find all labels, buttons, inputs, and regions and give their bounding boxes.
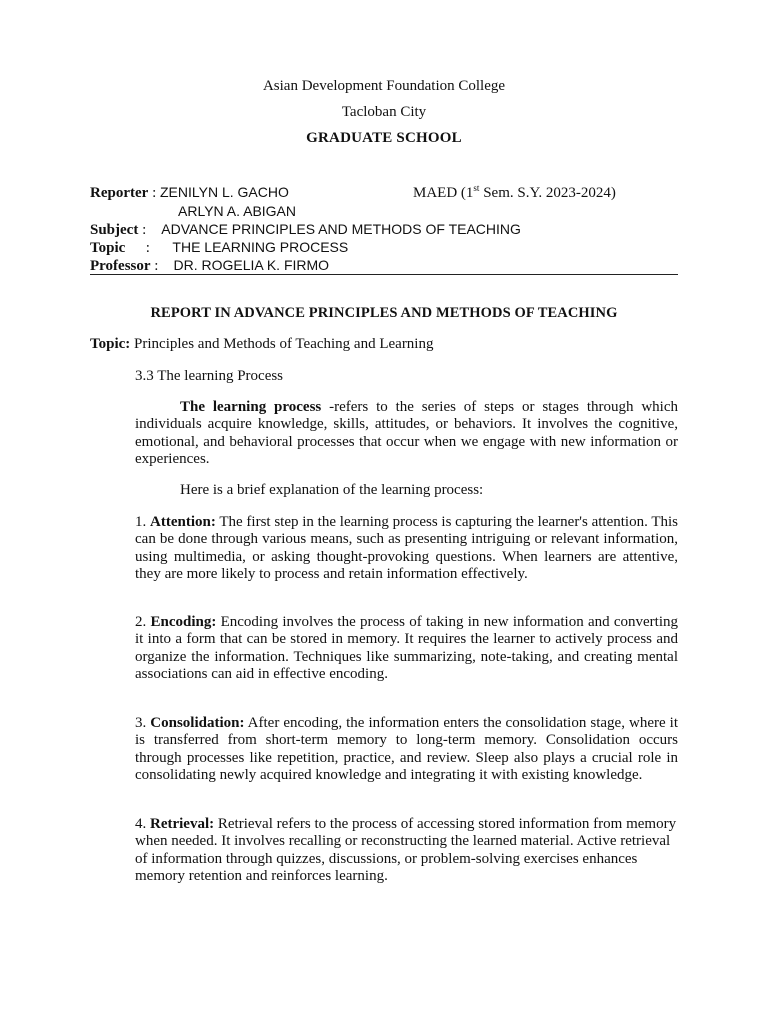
reporter-line: Reporter : ZENILYN L. GACHO [90,184,289,201]
subject-value: ADVANCE PRINCIPLES AND METHODS OF TEACHING [161,221,521,237]
step-term: Consolidation: [150,715,245,731]
report-topic-text: Principles and Methods of Teaching and Learning [130,336,434,352]
step-retrieval [135,816,678,886]
topic-line-header: Topic : THE LEARNING PROCESS [90,239,349,256]
step-attention [135,514,678,584]
definition-paragraph [135,399,678,469]
step-encoding [135,614,678,684]
report-title: REPORT IN ADVANCE PRINCIPLES AND METHODS OF TEACHING [150,305,618,321]
program-sup: st [473,183,480,193]
step-text: Encoding involves the process of taking in new information and converting it into a form that can be stored in memory. It requires the learner to actively process and organize the information. Techniques like summarizing, note-taking, and creating mental associations can aid in effective encoding. [135,614,678,683]
report-topic [90,336,433,353]
step-term: Retrieval: [150,816,215,832]
city-name: Tacloban City [341,104,427,120]
professor-line: Professor : DR. ROGELIA K. FIRMO [90,257,330,274]
section-heading: 3.3 The learning Process [135,368,284,384]
step-term: Encoding: [150,614,217,630]
reporter-2-line [178,202,768,221]
step-number: 4. [135,816,150,832]
reporter-2: ARLYN A. ABIGAN [178,203,297,219]
step-number: 3. [135,715,151,731]
topic-label: Topic [90,240,126,256]
report-topic-label: Topic: [90,336,131,352]
step-number: 2. [135,614,151,630]
step-term: Attention: [150,514,216,530]
header-divider [90,274,678,275]
program-suffix: Sem. S.Y. 2023-2024) [479,185,616,201]
program-prefix: MAED (1 [413,185,474,201]
step-text: Retrieval refers to the process of accessing stored information from memory when needed. It involves recalling or reconstructing the learned material. Active retrieval of information through quizzes, discussions, or problem-solving exercises enhances memory retention and reinforces learning. [135,816,677,885]
reporter-1: ZENILYN L. GACHO [159,184,289,200]
step-text: After encoding, the information enters the consolidation stage, where it is transferred from short-term memory to long-term memory. Consolidation occurs through processes like repetition, practice, and review. Sleep also plays a crucial role in consolidating newly acquired knowledge and integrating it with existing knowledge. [135,715,678,784]
institution-name: Asian Development Foundation College [262,78,506,94]
definition-term: The learning process [180,399,322,415]
professor-value: DR. ROGELIA K. FIRMO [173,257,330,273]
professor-label: Professor [90,258,151,274]
school-name: GRADUATE SCHOOL [306,130,462,146]
step-consolidation [135,715,678,785]
intro-text: Here is a brief explanation of the learning process: [180,482,484,498]
subject-label: Subject [90,222,139,238]
topic-value: THE LEARNING PROCESS [172,239,349,255]
reporter-label: Reporter [90,185,149,201]
step-number: 1. [135,514,151,530]
program-info [413,183,616,202]
step-text: The first step in the learning process is capturing the learner's attention. This can be done through various means, such as presenting intriguing or relevant information, using multimedia, or asking thought-provoking questions. When learners are attentive, they are more likely to process and retain information effectively. [135,514,679,583]
definition-text: -refers to the series of steps or stages through which individuals acquire knowledge, skills, attitudes, or behaviors. It involves the cognitive, emotional, and behavioral processes that occur when we engage with new information or experiences. [135,399,679,468]
subject-line: Subject : ADVANCE PRINCIPLES AND METHODS OF TEACHING [90,221,521,238]
